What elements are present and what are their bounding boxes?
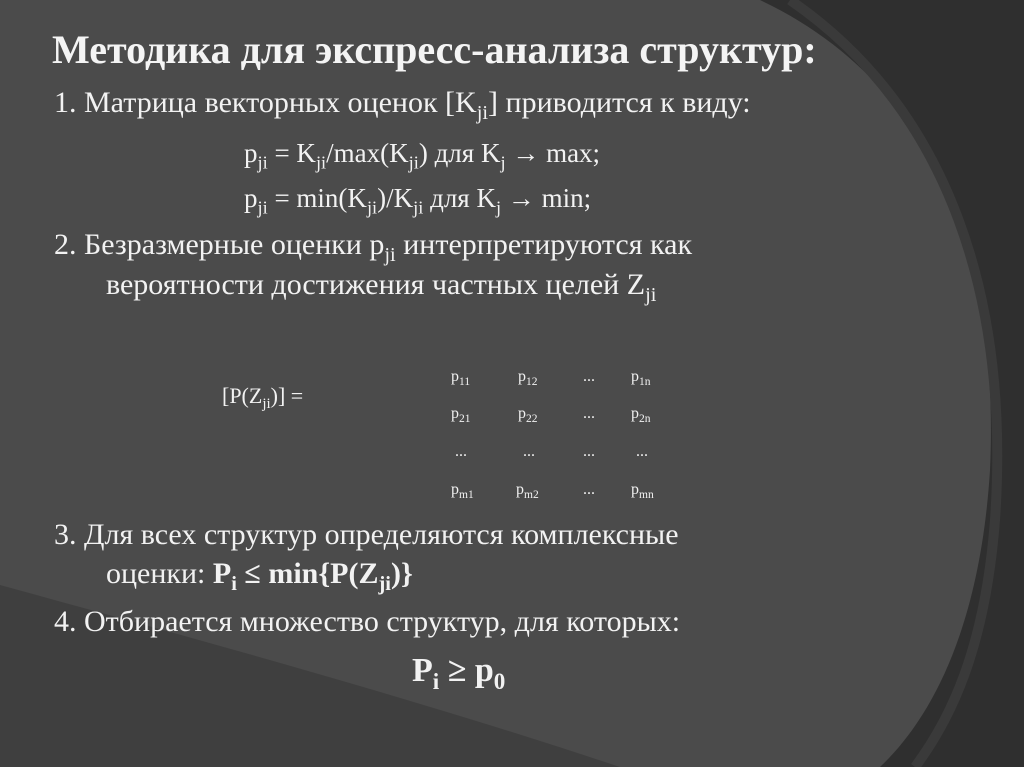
matrix-label: $[P(Z_{ji})]$ =: [222, 383, 304, 413]
matrix-cell: $p_{22}$: [518, 405, 538, 426]
step2-line2: вероятности достижения частных целей $Z_{ji}$: [106, 268, 657, 307]
matrix-cell: $p_{m1}$: [451, 481, 474, 502]
matrix-cell: $p_{mn}$: [631, 481, 654, 502]
complex-estimate-formula: $P_i \le \min\{P(Z_{ji})\}$: [212, 557, 413, 596]
matrix-cell: $p_{1n}$: [631, 368, 651, 389]
step3-line2: оценки: $P_i \le \min\{P(Z_{ji})\}$: [106, 557, 413, 596]
selection-condition-formula: $P_i \ge p_0$: [412, 652, 506, 696]
matrix-cell: $p_{21}$: [451, 405, 471, 426]
step4-line1: 4. Отбирается множество структур, для которых:: [54, 605, 681, 638]
matrix-cell: $p_{2n}$: [631, 405, 651, 426]
matrix-cell: $p_{12}$: [518, 368, 538, 389]
matrix-cell: ...: [455, 443, 467, 460]
matrix-cell: $p_{m2}$: [516, 481, 539, 502]
formula-min: $p_{ji} = \min(K_{ji})/K_{ji}$ для $K_j \to \min$;: [244, 183, 592, 218]
step2-line1: 2. Безразмерные оценки $p_{ji}$ интерпретируются как: [54, 228, 693, 267]
matrix-cell: ...: [523, 443, 535, 460]
matrix-cell: $p_{11}$: [451, 368, 471, 389]
matrix-cell: ...: [583, 405, 595, 422]
step3-line1: 3. Для всех структур определяются комплексные: [54, 518, 679, 551]
matrix-cell: ...: [636, 443, 648, 460]
matrix-cell: ...: [583, 481, 595, 498]
formula-max: $p_{ji} = K_{ji}/\max(K_{ji})$ для $K_j \to \max$;: [244, 138, 601, 173]
step1-text: 1. Матрица векторных оценок $[K_{ji}]$ приводится к виду:: [54, 86, 751, 125]
matrix-cell: ...: [583, 443, 595, 460]
matrix-cell: ...: [583, 368, 595, 385]
slide-title: Методика для экспресс-анализа структур:: [52, 27, 817, 72]
